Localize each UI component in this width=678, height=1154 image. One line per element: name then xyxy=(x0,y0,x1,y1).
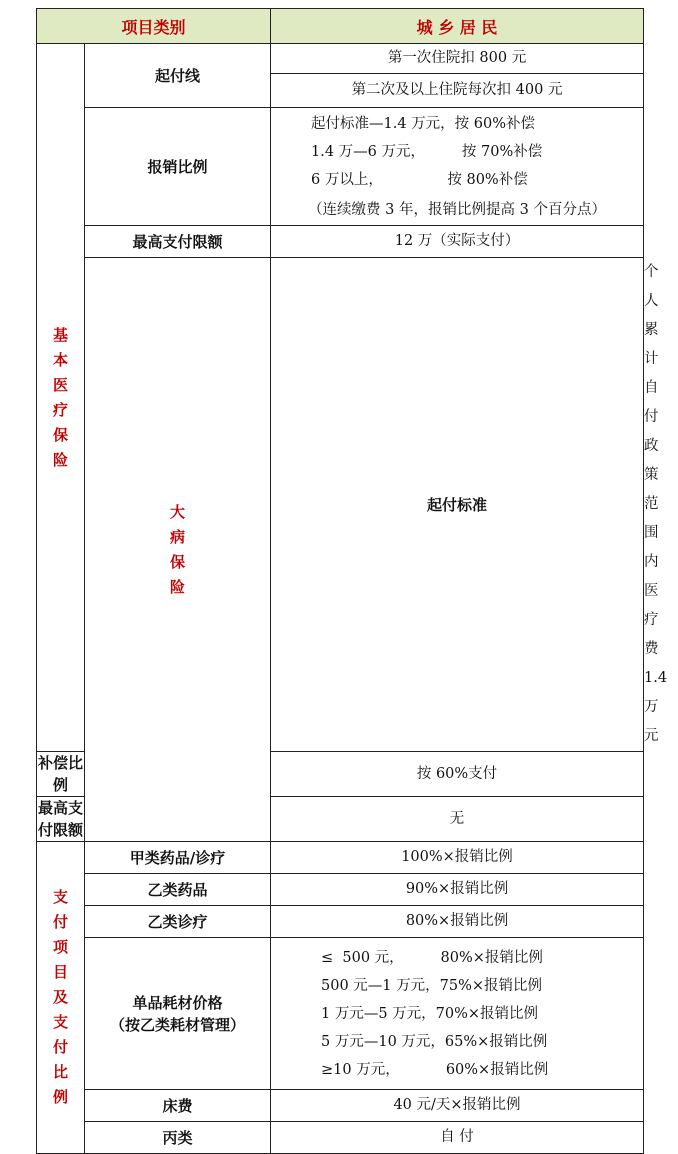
value-line: ≤ 500 元， 80%×报销比例 xyxy=(321,949,543,966)
medical-insurance-table-wrapper xyxy=(36,8,668,1154)
value-bed-fee: 40 元/天×报销比例 xyxy=(271,1090,644,1122)
value-class-b-drugs: 90%×报销比例 xyxy=(271,874,644,906)
value-class-a-drugs: 100%×报销比例 xyxy=(271,842,644,874)
category-char: 及 xyxy=(52,988,68,1006)
category-char: 险 xyxy=(52,450,68,469)
table-row xyxy=(37,44,644,74)
table-row xyxy=(37,108,644,226)
table-row xyxy=(37,874,644,906)
category-char: 基 xyxy=(52,325,68,344)
item-consumables-line2: （按乙类耗材管理） xyxy=(110,1015,246,1034)
item-class-b-drugs: 乙类药品 xyxy=(85,874,271,906)
category-char: 大 xyxy=(170,502,186,521)
category-char: 病 xyxy=(170,527,186,546)
value-max-payment: 12 万（实际支付） xyxy=(271,226,644,258)
value-line: 起付标准—1.4 万元，按 60%补偿 xyxy=(311,116,536,132)
category-char: 付 xyxy=(52,913,68,931)
table-row: 大 病 保 险 起付标准 个人累计自付政策范围内医疗费 1.4 万元 xyxy=(37,258,644,752)
category-char: 本 xyxy=(52,350,68,369)
value-class-b-treatment: 80%×报销比例 xyxy=(271,906,644,938)
value-deductible-first: 第一次住院扣 800 元 xyxy=(271,44,644,74)
value-consumables-price xyxy=(271,938,644,1090)
category-char: 付 xyxy=(52,1038,68,1056)
value-line: ≥10 万元， 60%×报销比例 xyxy=(321,1061,549,1078)
item-consumables-price xyxy=(85,938,271,1090)
value-class-c: 自 付 xyxy=(271,1122,644,1154)
value-line: 1 万元—5 万元，70%×报销比例 xyxy=(321,1005,539,1022)
category-char: 保 xyxy=(52,425,68,444)
category-char: 保 xyxy=(170,552,186,571)
item-class-a-drugs: 甲类药品/诊疗 xyxy=(85,842,271,874)
category-payment-items-and-ratio xyxy=(37,842,85,1154)
table-row xyxy=(37,226,644,258)
value-compensation-ratio: 按 60%支付 xyxy=(271,752,644,797)
category-char: 例 xyxy=(52,1088,68,1106)
table-row xyxy=(37,906,644,938)
table-row xyxy=(37,842,644,874)
category-critical-illness-insurance xyxy=(85,258,271,842)
value-line: 6 万以上， 按 80%补偿 xyxy=(311,172,528,188)
value-deductible-subsequent: 第二次及以上住院每次扣 400 元 xyxy=(271,74,644,108)
item-consumables-line1: 单品耗材价格 xyxy=(132,993,223,1012)
item-deductible-standard: 起付标准 xyxy=(271,258,644,752)
value-max-payment-critical: 无 xyxy=(271,797,644,842)
item-class-b-treatment: 乙类诊疗 xyxy=(85,906,271,938)
item-bed-fee: 床费 xyxy=(85,1090,271,1122)
value-line: 1.4 万—6 万元， 按 70%补偿 xyxy=(311,144,543,160)
table-row xyxy=(37,1122,644,1154)
header-row xyxy=(37,9,644,44)
category-char: 比 xyxy=(52,1063,68,1081)
item-max-payment: 最高支付限额 xyxy=(85,226,271,258)
value-reimbursement-ratio xyxy=(271,108,644,226)
category-char: 医 xyxy=(52,375,68,394)
category-char: 险 xyxy=(170,577,186,596)
value-line: 500 元—1 万元，75%×报销比例 xyxy=(321,977,543,994)
category-char: 目 xyxy=(52,963,68,981)
category-char: 疗 xyxy=(52,400,68,419)
category-char: 支 xyxy=(52,888,68,906)
medical-insurance-table xyxy=(36,8,668,1154)
table-row xyxy=(37,938,644,1090)
category-basic-medical-insurance xyxy=(37,44,85,752)
category-char: 项 xyxy=(52,938,68,956)
item-max-payment-critical: 最高支付限额 xyxy=(37,797,85,842)
category-char: 支 xyxy=(52,1013,68,1031)
item-compensation-ratio: 补偿比例 xyxy=(37,752,85,797)
item-class-c: 丙类 xyxy=(85,1122,271,1154)
header-category: 项目类别 xyxy=(37,9,271,44)
table-row xyxy=(37,1090,644,1122)
value-line-note: （连续缴费 3 年，报销比例提高 3 个百分点） xyxy=(308,202,606,218)
value-line: 5 万元—10 万元，65%×报销比例 xyxy=(321,1033,548,1050)
item-deductible: 起付线 xyxy=(85,44,271,108)
item-reimbursement-ratio: 报销比例 xyxy=(85,108,271,226)
header-resident: 城 乡 居 民 xyxy=(271,9,644,44)
